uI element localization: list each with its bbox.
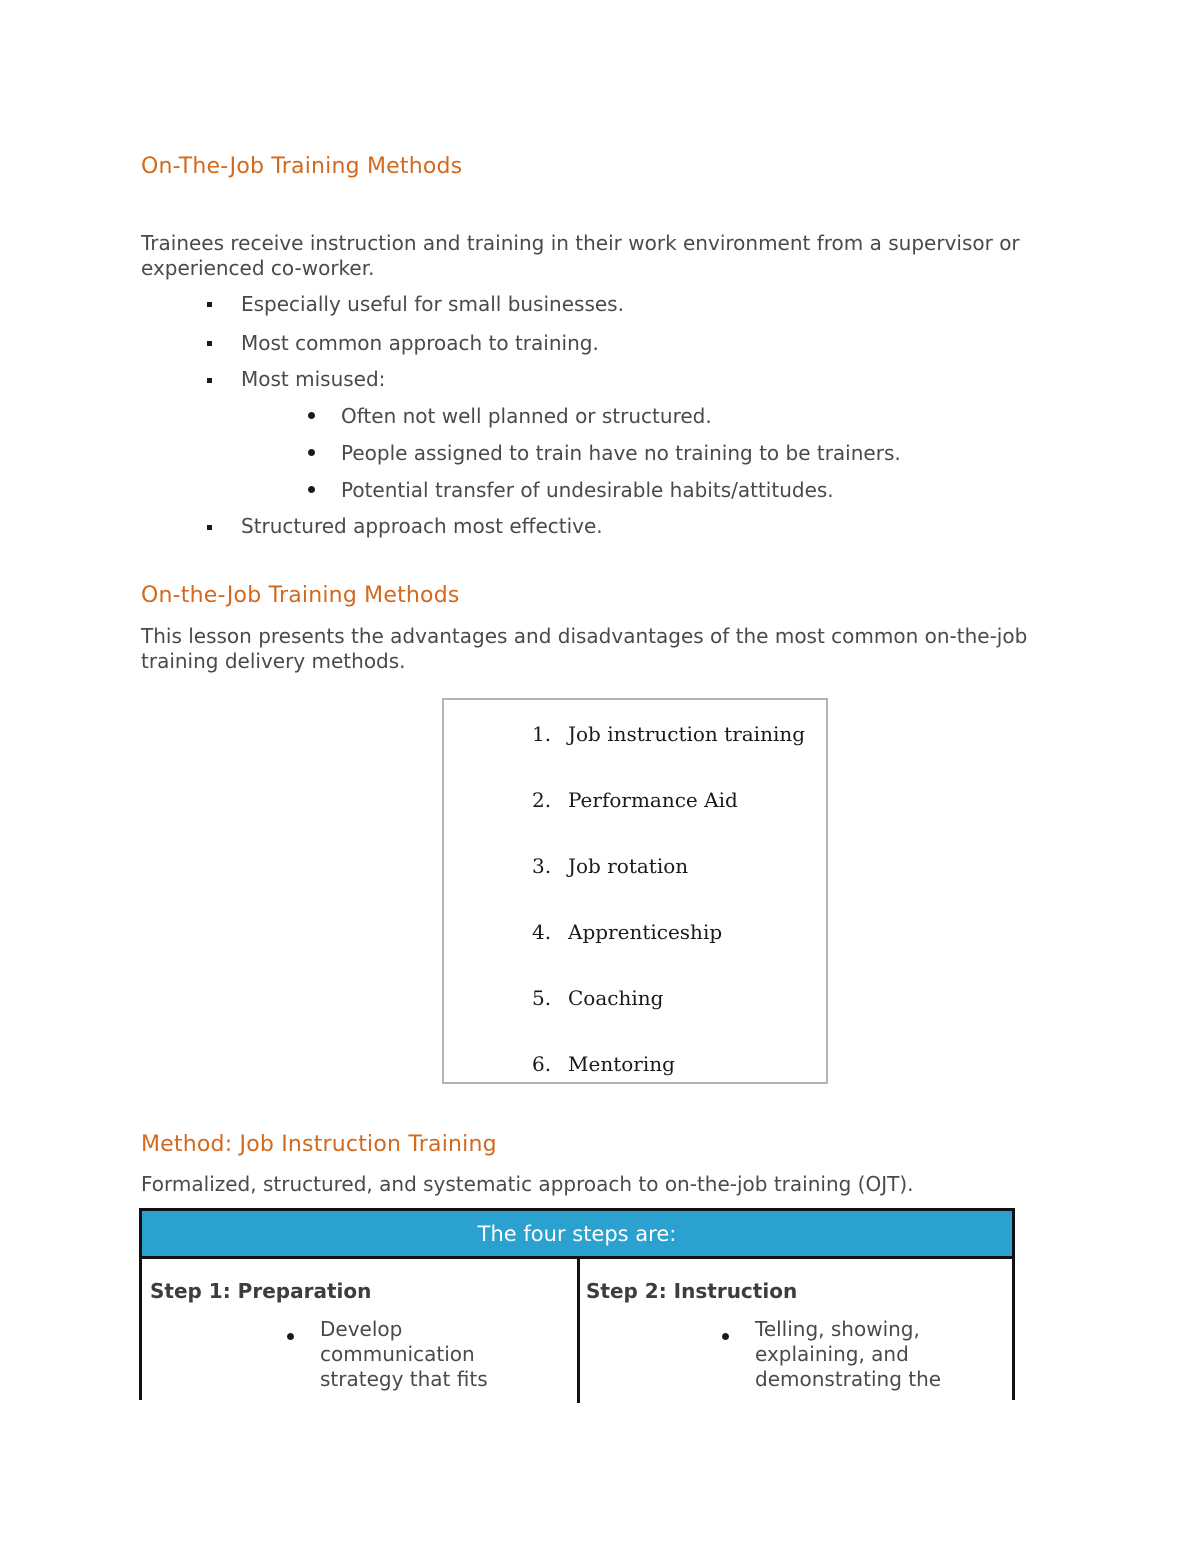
sub-list-item: People assigned to train have no training to be trainers. [341, 441, 901, 465]
method-item [532, 920, 722, 944]
method-number: 2. [532, 788, 552, 812]
method-label: Mentoring [568, 1052, 675, 1076]
round-bullet-icon [722, 1333, 729, 1340]
method-label: Performance Aid [568, 788, 738, 812]
method-item [532, 788, 738, 812]
sub-list-item: Often not well planned or structured. [341, 404, 712, 428]
section-heading-on-the-job-training-methods: On-The-Job Training Methods [141, 154, 463, 179]
method-label: Apprenticeship [568, 920, 723, 944]
method-label: Job instruction training [568, 722, 806, 746]
round-bullet-icon [308, 412, 315, 419]
method-item [532, 722, 805, 746]
intro-line: This lesson presents the advantages and disadvantages of the most common on-the-job [141, 624, 1028, 648]
list-item: Most common approach to training. [241, 331, 599, 355]
square-bullet-icon [207, 302, 212, 307]
square-bullet-icon [207, 378, 212, 383]
method-number: 4. [532, 920, 552, 944]
step-1-bullet-text [320, 1317, 520, 1392]
method-number: 5. [532, 986, 552, 1010]
intro-line: training delivery methods. [141, 649, 406, 673]
square-bullet-icon [207, 525, 212, 530]
section-heading-job-instruction-training: Method: Job Instruction Training [141, 1132, 497, 1157]
method-number: 1. [532, 722, 552, 746]
column-divider [577, 1259, 580, 1403]
step-line: explaining, and [755, 1342, 909, 1366]
jit-intro-paragraph: Formalized, structured, and systematic approach to on-the-job training (OJT). [141, 1172, 914, 1196]
step-line: strategy that fits [320, 1367, 488, 1391]
list-item: Structured approach most effective. [241, 514, 603, 538]
methods-list-box [442, 698, 828, 1084]
method-number: 3. [532, 854, 552, 878]
method-item [532, 1052, 675, 1076]
step-2-bullet-text [755, 1317, 955, 1392]
square-bullet-icon [207, 341, 212, 346]
step-line: communication [320, 1342, 475, 1366]
method-number: 6. [532, 1052, 552, 1076]
step-line: Develop [320, 1317, 403, 1341]
round-bullet-icon [308, 486, 315, 493]
intro-paragraph [141, 231, 1071, 281]
intro-line: experienced co-worker. [141, 256, 375, 280]
method-item [532, 986, 663, 1010]
method-label: Job rotation [568, 854, 689, 878]
step-line: demonstrating the [755, 1367, 942, 1391]
round-bullet-icon [287, 1333, 294, 1340]
method-item [532, 854, 688, 878]
method-label: Coaching [568, 986, 664, 1010]
step-2-title: Step 2: Instruction [586, 1279, 798, 1303]
step-1-title: Step 1: Preparation [150, 1279, 372, 1303]
list-item: Most misused: [241, 367, 386, 391]
step-line: Telling, showing, [755, 1317, 920, 1341]
list-item: Especially useful for small businesses. [241, 292, 624, 316]
section-heading-on-the-job-training-methods-2: On-the-Job Training Methods [141, 583, 460, 608]
intro-line: Trainees receive instruction and training in their work environment from a supervisor or [141, 231, 1020, 255]
table-header: The four steps are: [142, 1211, 1012, 1259]
lesson-intro-paragraph [141, 624, 1071, 674]
round-bullet-icon [308, 449, 315, 456]
sub-list-item: Potential transfer of undesirable habits/attitudes. [341, 478, 834, 502]
four-steps-table [139, 1208, 1015, 1400]
